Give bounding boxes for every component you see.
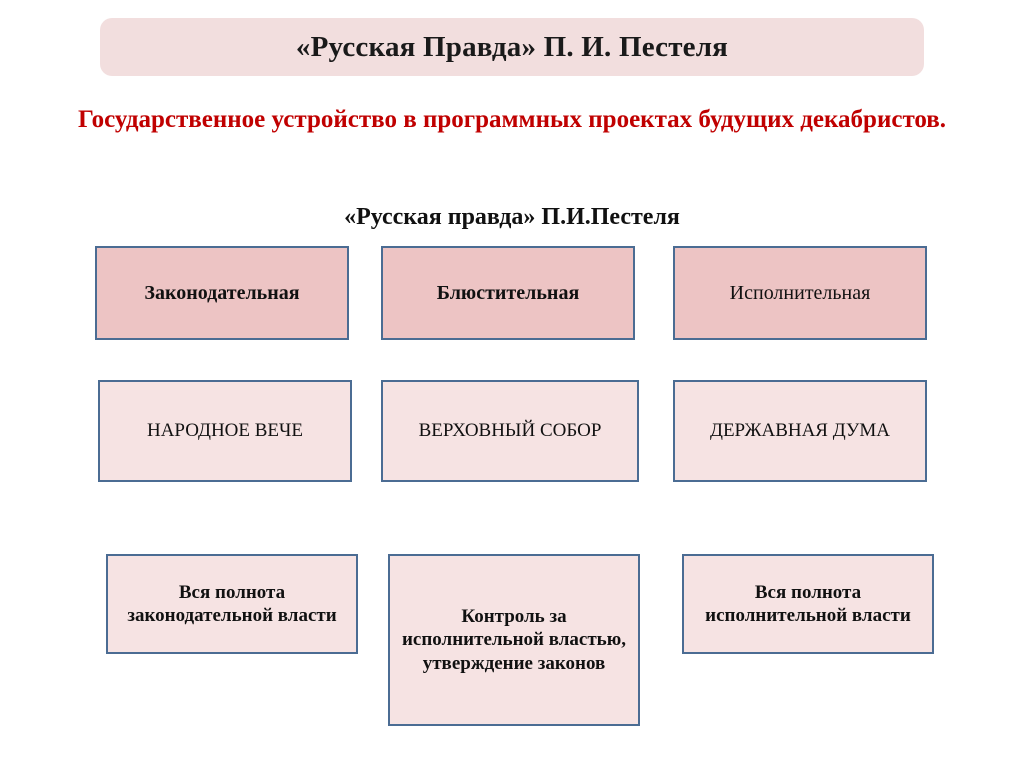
organ-box-verhovny-sobor: ВЕРХОВНЫЙ СОБОР: [381, 380, 639, 482]
diagram-heading: «Русская правда» П.И.Пестеля: [344, 204, 680, 230]
slide-subtitle: Государственное устройство в программных проектах будущих декабристов.: [77, 106, 947, 133]
slide-title-bar: [100, 18, 924, 76]
power-box-legislative: Законодательная: [95, 246, 349, 340]
power-box-executive: Исполнительная: [673, 246, 927, 340]
organ-box-derzhavnaya-duma: ДЕРЖАВНАЯ ДУМА: [673, 380, 927, 482]
function-box-executive: Вся полнота исполнительной власти: [682, 554, 934, 654]
power-box-supervisory: Блюстительная: [381, 246, 635, 340]
function-box-legislative: Вся полнота законодательной власти: [106, 554, 358, 654]
function-box-supervisory: Контроль за исполнительной властью, утверждение законов: [388, 554, 640, 726]
organ-box-narodnoe-veche: НАРОДНОЕ ВЕЧЕ: [98, 380, 352, 482]
page-title: «Русская Правда» П. И. Пестеля: [295, 30, 729, 63]
